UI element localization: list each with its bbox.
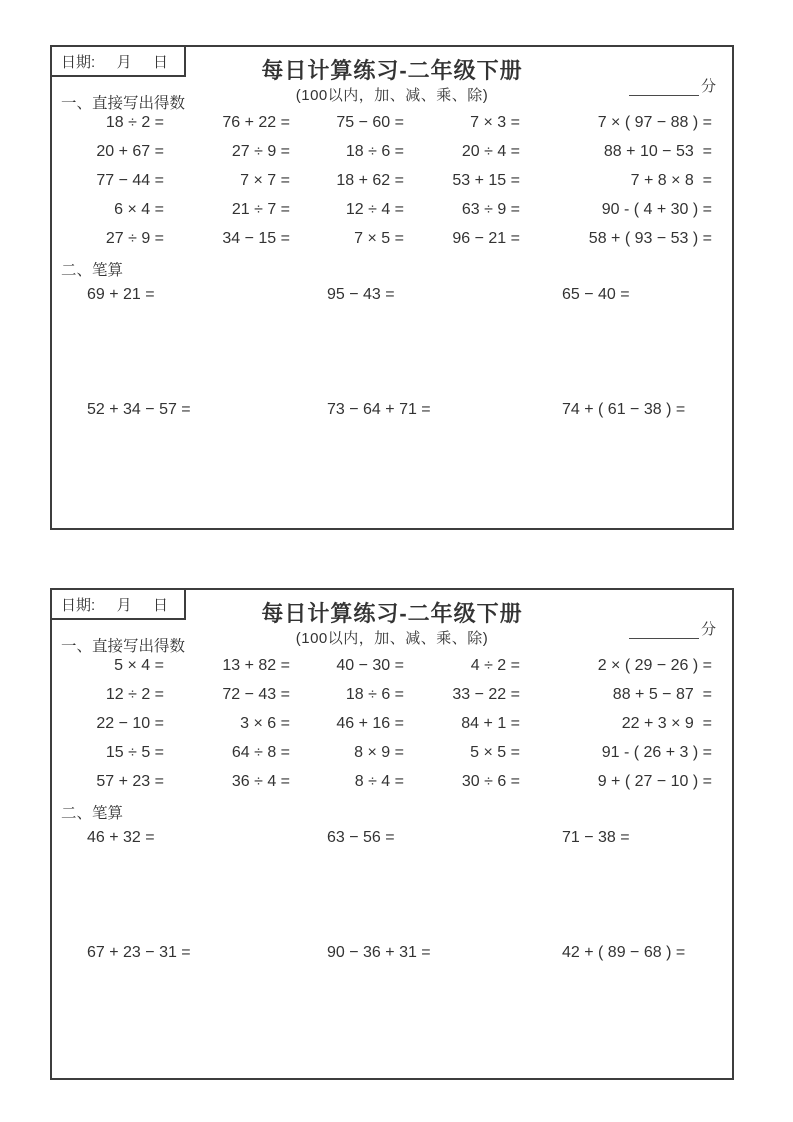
problem-cell: 9 + ( 27 − 10 ) =	[597, 773, 712, 790]
problem-cell: 18 ÷ 2 =	[105, 114, 164, 131]
section-two-title: 二、笔算	[61, 262, 124, 279]
problem-cell: 52 + 34 − 57 =	[87, 401, 191, 418]
problem-cell: 63 ÷ 9 =	[461, 201, 520, 218]
problem-cell: 96 − 21 =	[452, 230, 520, 247]
problem-cell: 65 − 40 =	[562, 286, 630, 303]
problem-cell: 7 × 3 =	[470, 114, 520, 131]
section-one-title: 一、直接写出得数	[61, 638, 186, 655]
problem-cell: 95 − 43 =	[327, 286, 395, 303]
problem-cell: 71 − 38 =	[562, 829, 630, 846]
month-label: 月	[116, 53, 132, 71]
problem-cell: 22 − 10 =	[96, 715, 164, 732]
problem-cell: 72 − 43 =	[222, 686, 290, 703]
problem-cell: 69 + 21 =	[87, 286, 155, 303]
problem-cell: 3 × 6 =	[240, 715, 290, 732]
problem-cell: 7 + 8 × 8 =	[630, 172, 712, 189]
written-problems-grid	[62, 823, 722, 967]
problem-cell: 58 + ( 93 − 53 ) =	[588, 230, 712, 247]
sheet-title: 每日计算练习-二年级下册	[261, 58, 523, 83]
problem-cell: 18 ÷ 6 =	[345, 143, 404, 160]
problem-cell: 90 - ( 4 + 30 ) =	[601, 201, 712, 218]
month-label: 月	[116, 596, 132, 614]
problem-cell: 12 ÷ 4 =	[345, 201, 404, 218]
problem-cell: 46 + 32 =	[87, 829, 155, 846]
section-two-title: 二、笔算	[61, 805, 124, 822]
problem-cell: 20 + 67 =	[96, 143, 164, 160]
problem-cell: 8 ÷ 4 =	[354, 773, 404, 790]
problem-cell: 77 − 44 =	[96, 172, 164, 189]
problem-cell: 8 × 9 =	[354, 744, 404, 761]
problem-cell: 27 ÷ 9 =	[105, 230, 164, 247]
problem-cell: 13 + 82 =	[222, 657, 290, 674]
problem-cell: 6 × 4 =	[114, 201, 164, 218]
score-unit-label: 分	[700, 621, 716, 638]
problem-cell: 84 + 1 =	[461, 715, 520, 732]
sheet-subtitle: (100以内，加、减、乘、除)	[295, 630, 489, 647]
problem-cell: 12 ÷ 2 =	[105, 686, 164, 703]
day-label: 日	[152, 596, 168, 614]
problem-cell: 57 + 23 =	[96, 773, 164, 790]
problem-cell: 27 ÷ 9 =	[231, 143, 290, 160]
problem-cell: 36 ÷ 4 =	[231, 773, 290, 790]
date-label: 日期:	[61, 53, 96, 71]
written-problems-grid	[62, 280, 722, 424]
problem-cell: 18 + 62 =	[336, 172, 404, 189]
problem-cell: 7 × ( 97 − 88 ) =	[597, 114, 712, 131]
problem-cell: 63 − 56 =	[327, 829, 395, 846]
problem-cell: 88 + 10 − 53 =	[603, 143, 712, 160]
score-area	[629, 75, 716, 96]
problem-cell: 15 ÷ 5 =	[105, 744, 164, 761]
problem-cell: 88 + 5 − 87 =	[612, 686, 712, 703]
problem-cell: 76 + 22 =	[222, 114, 290, 131]
problem-cell: 73 − 64 + 71 =	[327, 401, 431, 418]
problem-cell: 7 × 5 =	[354, 230, 404, 247]
worksheet-sheet-1	[50, 45, 734, 530]
problem-cell: 42 + ( 89 − 68 ) =	[562, 944, 686, 961]
problem-cell: 5 × 4 =	[114, 657, 164, 674]
score-unit-label: 分	[700, 78, 716, 95]
problem-cell: 46 + 16 =	[336, 715, 404, 732]
score-area	[629, 618, 716, 639]
problem-cell: 2 × ( 29 − 26 ) =	[597, 657, 712, 674]
day-label: 日	[152, 53, 168, 71]
problem-cell: 21 ÷ 7 =	[231, 201, 290, 218]
problem-cell: 53 + 15 =	[452, 172, 520, 189]
problem-cell: 22 + 3 × 9 =	[621, 715, 712, 732]
date-label: 日期:	[61, 596, 96, 614]
sheet-subtitle: (100以内，加、减、乘、除)	[295, 87, 489, 104]
problem-cell: 33 − 22 =	[452, 686, 520, 703]
problem-cell: 18 ÷ 6 =	[345, 686, 404, 703]
score-blank-line	[629, 79, 699, 96]
problem-cell: 4 ÷ 2 =	[470, 657, 520, 674]
problem-cell: 67 + 23 − 31 =	[87, 944, 191, 961]
score-blank-line	[629, 622, 699, 639]
problem-cell: 30 ÷ 6 =	[461, 773, 520, 790]
problem-cell: 7 × 7 =	[240, 172, 290, 189]
problem-cell: 20 ÷ 4 =	[461, 143, 520, 160]
problem-cell: 34 − 15 =	[222, 230, 290, 247]
sheet-title: 每日计算练习-二年级下册	[261, 601, 523, 626]
problem-cell: 75 − 60 =	[336, 114, 404, 131]
problem-cell: 64 ÷ 8 =	[231, 744, 290, 761]
oral-problems-grid	[62, 651, 712, 796]
section-one-title: 一、直接写出得数	[61, 95, 186, 112]
oral-problems-grid	[62, 108, 712, 253]
worksheet-sheet-2	[50, 588, 734, 1080]
problem-cell: 40 − 30 =	[336, 657, 404, 674]
problem-cell: 91 - ( 26 + 3 ) =	[601, 744, 712, 761]
problem-cell: 74 + ( 61 − 38 ) =	[562, 401, 686, 418]
problem-cell: 90 − 36 + 31 =	[327, 944, 431, 961]
problem-cell: 5 × 5 =	[470, 744, 520, 761]
